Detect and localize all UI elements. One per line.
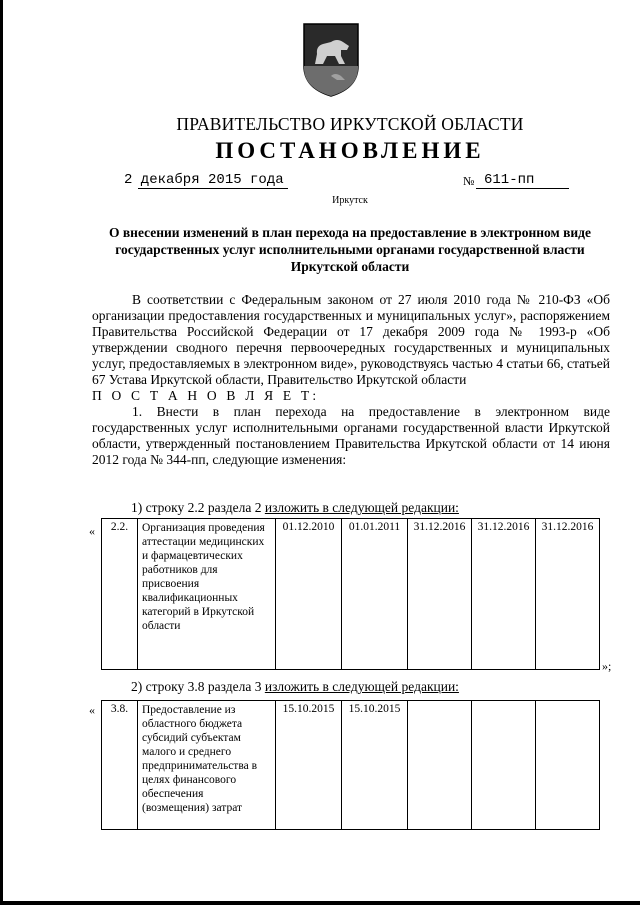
date-cell: 01.12.2010 bbox=[276, 519, 342, 670]
subitem-1-prefix: 1) строку 2.2 раздела 2 bbox=[131, 500, 265, 515]
number-underline bbox=[476, 188, 569, 189]
date-cell: 31.12.2016 bbox=[536, 519, 600, 670]
subitem-1-underlined: изложить в следующей редакции: bbox=[264, 500, 459, 515]
date-cell: 15.10.2015 bbox=[342, 701, 408, 830]
document-number: 611-пп bbox=[484, 172, 535, 188]
subitem-1 bbox=[131, 500, 459, 516]
service-name: Предоставление из областного бюджета субсидий субъектам малого и среднего предпринимательства в целях финансового обеспечения (возмещения) затрат bbox=[138, 701, 276, 830]
city-label: Иркутск bbox=[332, 195, 368, 206]
table-row bbox=[102, 519, 600, 670]
date-cell bbox=[408, 701, 472, 830]
item-1-paragraph: 1. Внести в план перехода на предоставление в электронном виде государственных услуг исполнительными органами государственной власти Иркутской области, утвержденный постановлением Правительства Иркутской области от 14 июня 2012 года № 344-пп, следующие изменения: bbox=[92, 404, 610, 467]
quote-close: »; bbox=[602, 659, 612, 673]
date-cell bbox=[536, 701, 600, 830]
row-number: 3.8. bbox=[102, 701, 138, 830]
subitem-2-prefix: 2) строку 3.8 раздела 3 bbox=[131, 679, 265, 694]
row-number: 2.2. bbox=[102, 519, 138, 670]
body-text bbox=[92, 292, 610, 468]
quote-open-2: « bbox=[89, 703, 95, 717]
subitem-2 bbox=[131, 679, 459, 695]
decree-word: П О С Т А Н О В Л Я Е Т: bbox=[92, 388, 320, 403]
subitem-2-underlined: изложить в следующей редакции: bbox=[264, 679, 459, 694]
date-underline bbox=[138, 188, 288, 189]
date-cell: 31.12.2016 bbox=[472, 519, 536, 670]
preamble-paragraph: В соответствии с Федеральным законом от 27 июля 2010 года № 210-ФЗ «Об организации предоставления государственных и муниципальных услуг», распоряжением Правительства Российской Федерации от 17 декабря 2009 года № 1993-р «Об утверждении сводного перечня первоочередных государственных и муниципальных услуг, предоставляемых в электронном виде», руководствуясь частью 4 статьи 66, статьей 67 Устава Иркутской области, Правительство Иркутской области bbox=[92, 292, 610, 387]
table-row bbox=[102, 701, 600, 830]
scan-bottom-edge bbox=[0, 901, 640, 905]
number-mark: № bbox=[463, 174, 475, 188]
amendment-table-1 bbox=[101, 518, 600, 670]
date-cell: 31.12.2016 bbox=[408, 519, 472, 670]
service-name: Организация проведения аттестации медицинских и фармацевтических работников для присвоения квалификационных категорий в Иркутской области bbox=[138, 519, 276, 670]
date-cell bbox=[472, 701, 536, 830]
document-date: 2 декабря 2015 года bbox=[124, 172, 284, 188]
quote-open: « bbox=[89, 524, 95, 538]
document-heading: О внесении изменений в план перехода на предоставление в электронном виде государственных услуг исполнительными органами государственной власти Иркутской области bbox=[109, 225, 591, 274]
date-cell: 01.01.2011 bbox=[342, 519, 408, 670]
amendment-table-2 bbox=[101, 700, 600, 830]
government-title: ПРАВИТЕЛЬСТВО ИРКУТСКОЙ ОБЛАСТИ bbox=[176, 114, 524, 134]
coat-of-arms-icon bbox=[301, 22, 361, 98]
document-type: ПОСТАНОВЛЕНИЕ bbox=[215, 138, 485, 163]
scan-left-edge bbox=[0, 0, 3, 905]
date-cell: 15.10.2015 bbox=[276, 701, 342, 830]
